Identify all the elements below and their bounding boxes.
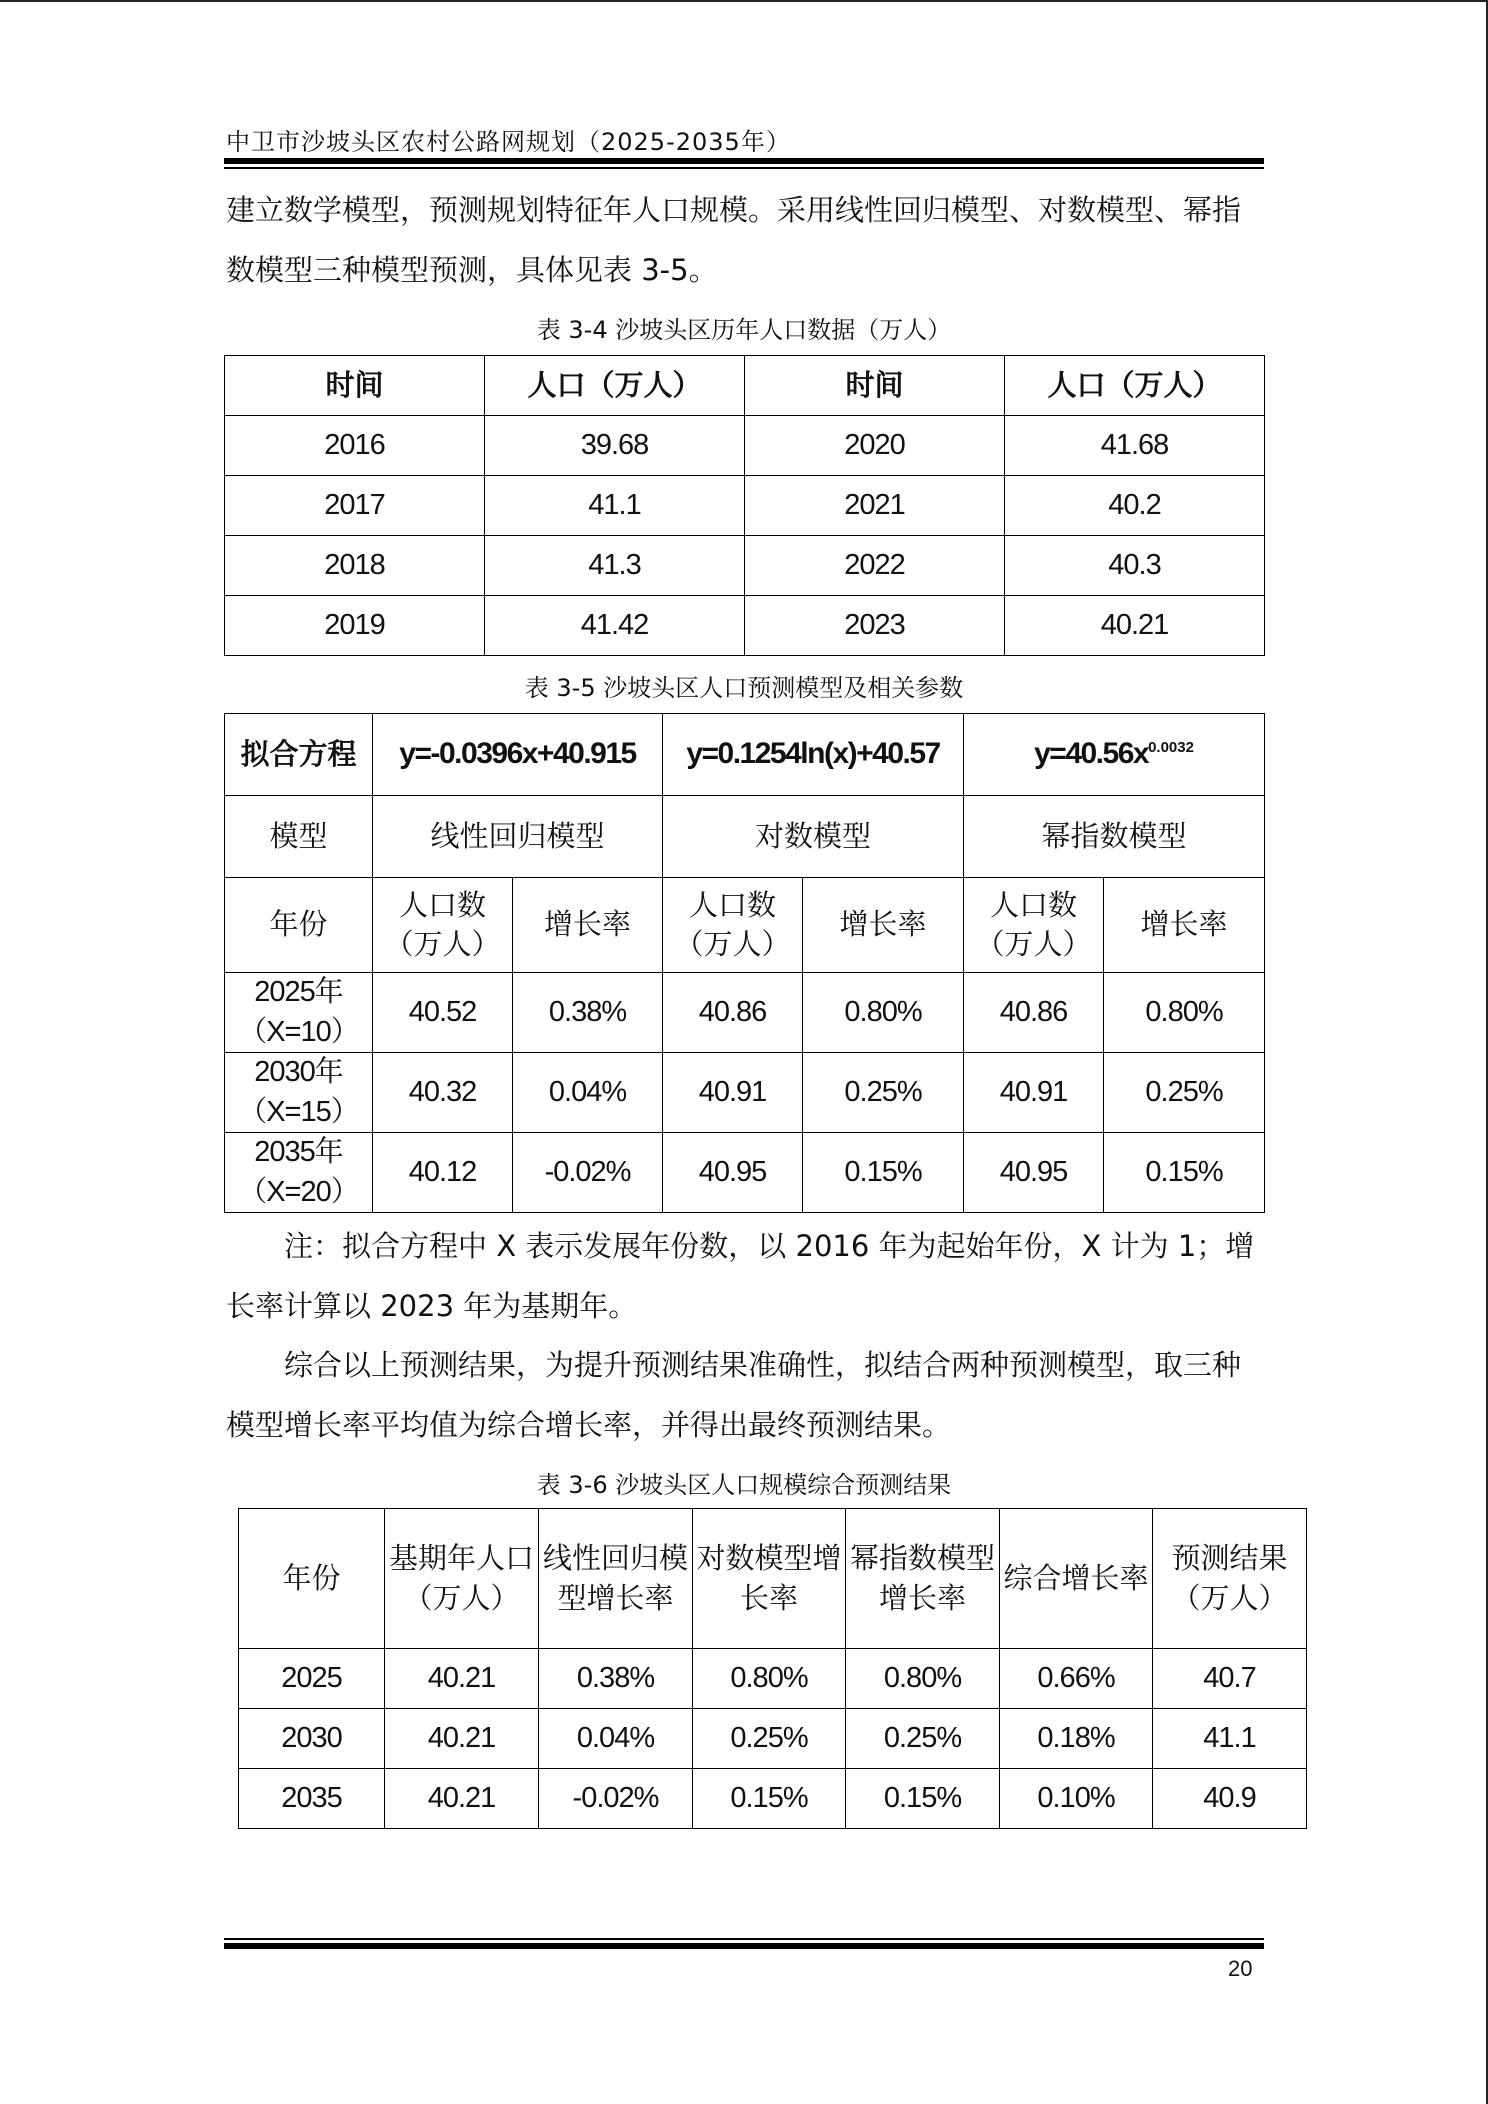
header-rule-thin: [224, 167, 1264, 169]
table-cell: 0.80%: [693, 1649, 846, 1709]
summary-paragraph: 综合以上预测结果，为提升预测结果准确性，拟结合两种预测模型，取三种模型增长率平均值为综合增长率，并得出最终预测结果。: [226, 1348, 1242, 1442]
header-cell: 时间: [225, 356, 485, 416]
table-row: [225, 536, 1265, 596]
table-cell: 0.25%: [1104, 1053, 1265, 1133]
table-cell: 0.25%: [846, 1709, 1000, 1769]
table-cell: 40.21: [1005, 596, 1265, 656]
eq-linear: y=-0.0396x+40.915: [373, 714, 663, 796]
table-cell: 2016: [225, 416, 485, 476]
table-cell: 40.95: [964, 1133, 1104, 1213]
year-cell: [225, 1133, 373, 1213]
table-cell: 40.21: [385, 1769, 539, 1829]
table-cell: 0.04%: [513, 1053, 663, 1133]
table-row: [225, 973, 1265, 1053]
table-cell: -0.02%: [539, 1769, 693, 1829]
table-cell: 0.10%: [1000, 1769, 1153, 1829]
table-cell: 41.1: [1153, 1709, 1307, 1769]
table-cell: 0.04%: [539, 1709, 693, 1769]
table-cell: 2017: [225, 476, 485, 536]
table-cell: 40.21: [385, 1709, 539, 1769]
table-header-row: [225, 356, 1265, 416]
pop-label: 人口数（万人）: [663, 878, 803, 973]
table-cell: 40.12: [373, 1133, 513, 1213]
table-row: [225, 1053, 1265, 1133]
table-cell: 0.38%: [539, 1649, 693, 1709]
growth-label: 增长率: [803, 878, 964, 973]
table-cell: 41.42: [485, 596, 745, 656]
header-cell: 线性回归模型增长率: [539, 1509, 693, 1649]
table-row: [225, 416, 1265, 476]
equation-row: [225, 714, 1265, 796]
table-cell: 40.32: [373, 1053, 513, 1133]
table-cell: 41.3: [485, 536, 745, 596]
growth-label: 增长率: [513, 878, 663, 973]
table-cell: 40.9: [1153, 1769, 1307, 1829]
table-row: [225, 1133, 1265, 1213]
table-3-4-caption: 表 3-4 沙坡头区历年人口数据（万人）: [536, 316, 952, 344]
header-cell: 综合增长率: [1000, 1509, 1153, 1649]
table-cell: 40.91: [964, 1053, 1104, 1133]
page-border: [0, 0, 1488, 2]
table-cell: 2021: [745, 476, 1005, 536]
model-log: 对数模型: [663, 796, 964, 878]
table-cell: 39.68: [485, 416, 745, 476]
table-cell: 0.80%: [1104, 973, 1265, 1053]
note-paragraph: 注：拟合方程中 X 表示发展年份数，以 2016 年为起始年份，X 计为 1；增长率计算以 2023 年为基期年。: [226, 1229, 1255, 1323]
table-3-5-caption: 表 3-5 沙坡头区人口预测模型及相关参数: [524, 674, 964, 702]
table-cell: 40.86: [663, 973, 803, 1053]
pop-label: 人口数（万人）: [373, 878, 513, 973]
model-linear: 线性回归模型: [373, 796, 663, 878]
table-cell: 2023: [745, 596, 1005, 656]
table-row: [225, 596, 1265, 656]
table-cell: 2018: [225, 536, 485, 596]
table-cell: 40.21: [385, 1649, 539, 1709]
year-text: 2025年: [254, 976, 343, 1009]
intro-paragraph: 建立数学模型，预测规划特征年人口规模。采用线性回归模型、对数模型、幂指数模型三种模型预测，具体见表 3-5。: [226, 193, 1242, 287]
table-3-6-caption: 表 3-6 沙坡头区人口规模综合预测结果: [536, 1471, 952, 1499]
header-cell: 对数模型增长率: [693, 1509, 846, 1649]
table-cell: 40.91: [663, 1053, 803, 1133]
x-text: （X=20）: [238, 1175, 359, 1208]
footer-rule-thin: [224, 1938, 1264, 1940]
year-cell: [225, 1053, 373, 1133]
table-cell: 2022: [745, 536, 1005, 596]
table-cell: 40.2: [1005, 476, 1265, 536]
table-row: [225, 476, 1265, 536]
table-cell: 0.38%: [513, 973, 663, 1053]
table-cell: 0.15%: [693, 1769, 846, 1829]
header-cell: 人口（万人）: [485, 356, 745, 416]
x-text: （X=10）: [238, 1015, 359, 1048]
header-cell: 基期年人口（万人）: [385, 1509, 539, 1649]
table-cell: 0.25%: [803, 1053, 964, 1133]
model-row: [225, 796, 1265, 878]
table-cell: 0.18%: [1000, 1709, 1153, 1769]
pop-label: 人口数（万人）: [964, 878, 1104, 973]
table-cell: 0.25%: [693, 1709, 846, 1769]
eq-power-base: y=40.56x: [1034, 737, 1149, 771]
table-cell: -0.02%: [513, 1133, 663, 1213]
year-text: 2030年: [254, 1056, 343, 1089]
table-row: [239, 1709, 1307, 1769]
x-text: （X=15）: [238, 1095, 359, 1128]
table-3-4: [224, 355, 1265, 656]
footer-rule-thick: [224, 1943, 1264, 1949]
table-header-row: [239, 1509, 1307, 1649]
table-cell: 41.1: [485, 476, 745, 536]
page-number: 20: [1228, 1956, 1253, 1981]
table-cell: 2019: [225, 596, 485, 656]
table-cell: 0.66%: [1000, 1649, 1153, 1709]
table-cell: 2020: [745, 416, 1005, 476]
eq-label: 拟合方程: [225, 714, 373, 796]
header-cell: 预测结果（万人）: [1153, 1509, 1307, 1649]
table-3-5: [224, 713, 1265, 1213]
table-cell: 0.15%: [1104, 1133, 1265, 1213]
header-cell: 年份: [239, 1509, 385, 1649]
table-cell: 40.95: [663, 1133, 803, 1213]
eq-log: y=0.1254ln(x)+40.57: [663, 714, 964, 796]
running-header: 中卫市沙坡头区农村公路网规划（2025-2035年）: [226, 128, 791, 156]
model-power: 幂指数模型: [964, 796, 1265, 878]
growth-label: 增长率: [1104, 878, 1265, 973]
year-text: 2035年: [254, 1136, 343, 1169]
table-cell: 40.7: [1153, 1649, 1307, 1709]
table-cell: 40.3: [1005, 536, 1265, 596]
header-cell: 幂指数模型增长率: [846, 1509, 1000, 1649]
header-cell: 时间: [745, 356, 1005, 416]
table-cell: 0.15%: [803, 1133, 964, 1213]
table-cell: 40.86: [964, 973, 1104, 1053]
table-row: [239, 1769, 1307, 1829]
table-cell: 0.80%: [803, 973, 964, 1053]
table-cell: 2030: [239, 1709, 385, 1769]
subheader-row: [225, 878, 1265, 973]
header-rule-thick: [224, 158, 1264, 164]
table-cell: 2025: [239, 1649, 385, 1709]
year-cell: [225, 973, 373, 1053]
table-row: [239, 1649, 1307, 1709]
eq-power-exponent: 0.0032: [1148, 739, 1194, 757]
table-cell: 41.68: [1005, 416, 1265, 476]
table-cell: 2035: [239, 1769, 385, 1829]
table-cell: 0.15%: [846, 1769, 1000, 1829]
table-cell: 40.52: [373, 973, 513, 1053]
year-label: 年份: [225, 878, 373, 973]
table-cell: 0.80%: [846, 1649, 1000, 1709]
model-label: 模型: [225, 796, 373, 878]
header-cell: 人口（万人）: [1005, 356, 1265, 416]
eq-power: [964, 714, 1265, 796]
table-3-6: [238, 1508, 1307, 1829]
